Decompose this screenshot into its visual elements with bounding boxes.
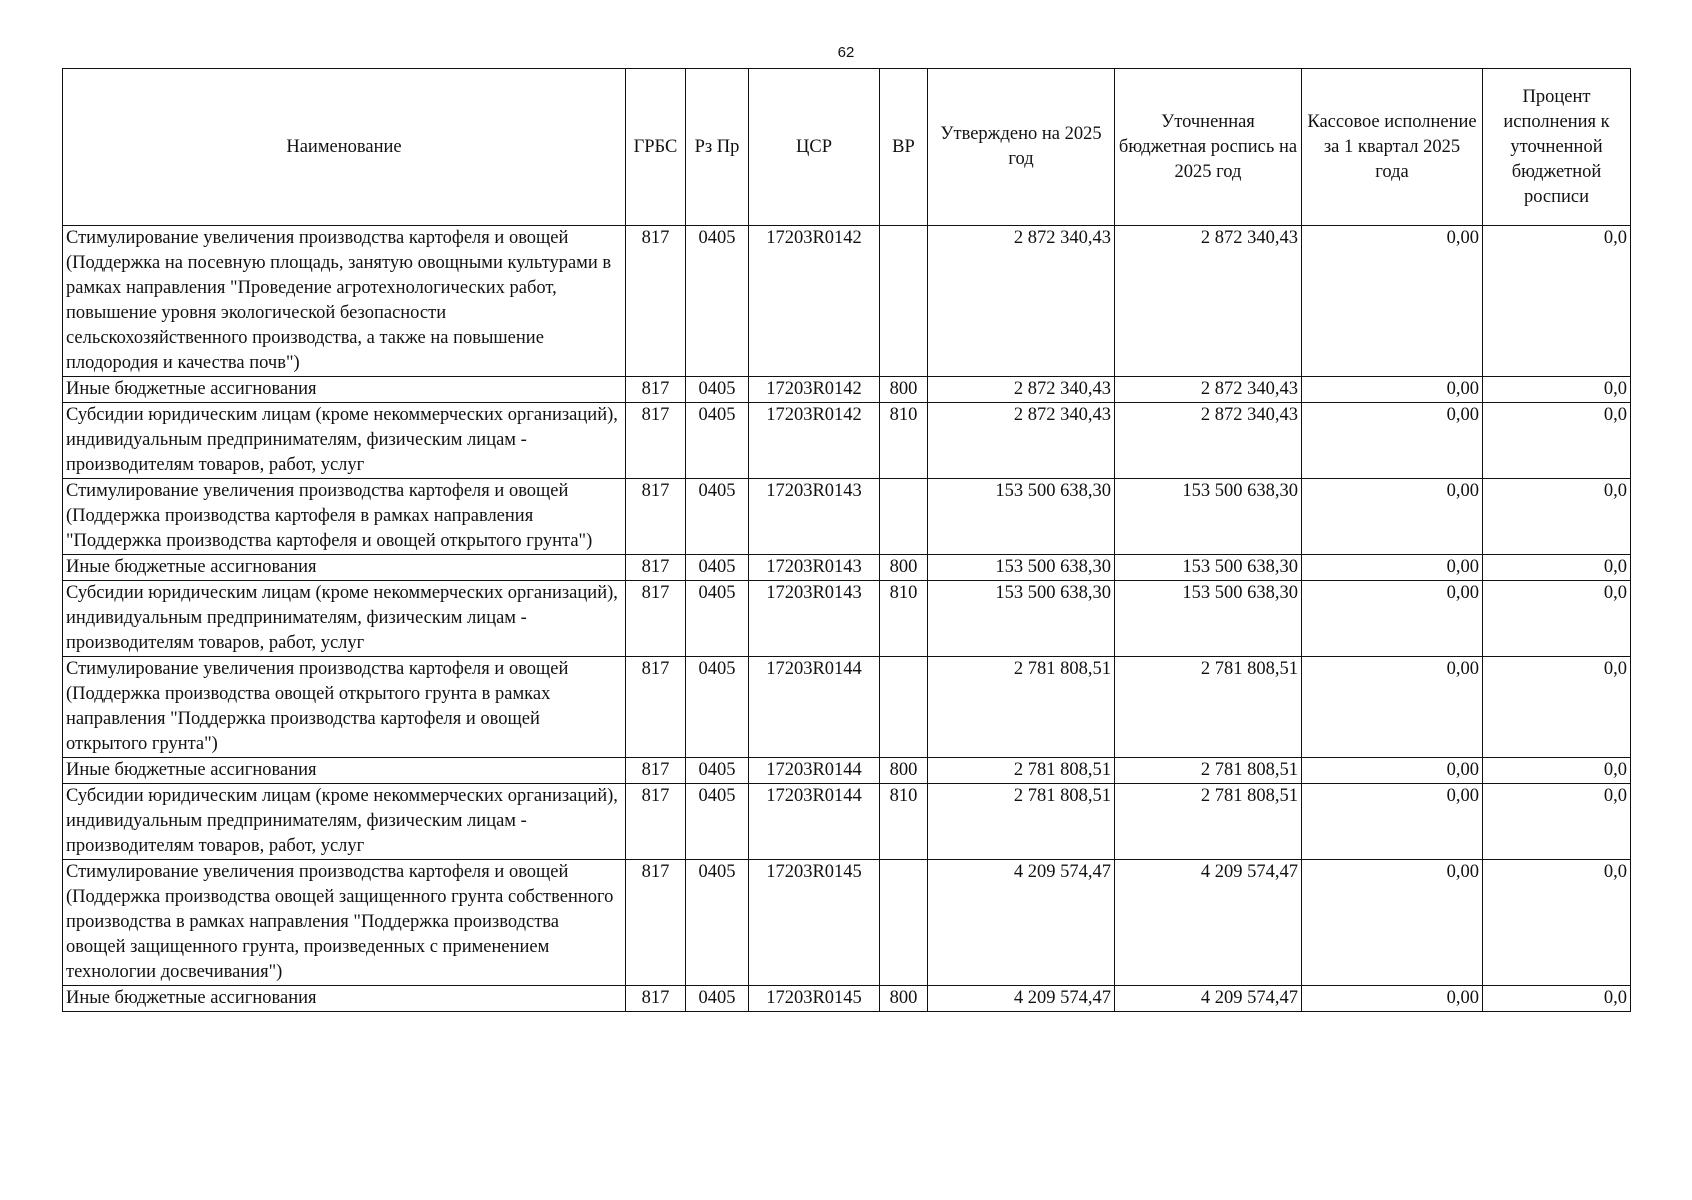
cell-vr: 810 (880, 784, 928, 860)
cell-cash: 0,00 (1302, 581, 1483, 657)
cell-percent: 0,0 (1483, 784, 1631, 860)
cell-approved: 2 872 340,43 (928, 403, 1115, 479)
cell-grbs: 817 (626, 226, 686, 377)
cell-vr: 810 (880, 581, 928, 657)
header-percent: Процент исполнения к уточненной бюджетной росписи (1483, 69, 1631, 226)
cell-rzpr: 0405 (686, 581, 749, 657)
cell-cash: 0,00 (1302, 226, 1483, 377)
cell-cash: 0,00 (1302, 403, 1483, 479)
cell-percent: 0,0 (1483, 226, 1631, 377)
cell-approved: 153 500 638,30 (928, 581, 1115, 657)
cell-grbs: 817 (626, 986, 686, 1012)
cell-csr: 17203R0144 (749, 657, 880, 758)
cell-refined: 4 209 574,47 (1115, 860, 1302, 986)
cell-approved: 2 872 340,43 (928, 226, 1115, 377)
table-row (63, 377, 1631, 403)
cell-percent: 0,0 (1483, 860, 1631, 986)
cell-grbs: 817 (626, 555, 686, 581)
header-grbs: ГРБС (626, 69, 686, 226)
cell-percent: 0,0 (1483, 377, 1631, 403)
header-csr: ЦСР (749, 69, 880, 226)
cell-grbs: 817 (626, 377, 686, 403)
cell-rzpr: 0405 (686, 403, 749, 479)
cell-refined: 2 872 340,43 (1115, 377, 1302, 403)
cell-grbs: 817 (626, 784, 686, 860)
cell-name: Иные бюджетные ассигнования (63, 377, 626, 403)
cell-name: Стимулирование увеличения производства картофеля и овощей (Поддержка производства овощей защищенного грунта собственного производства в рамках направления "Поддержка производства овощей защищенного грунта, произведенных с применением технологии досвечивания") (63, 860, 626, 986)
cell-vr (880, 479, 928, 555)
cell-rzpr: 0405 (686, 479, 749, 555)
cell-name: Иные бюджетные ассигнования (63, 555, 626, 581)
cell-vr: 800 (880, 377, 928, 403)
cell-grbs: 817 (626, 758, 686, 784)
table-row (63, 226, 1631, 377)
cell-csr: 17203R0145 (749, 986, 880, 1012)
table-row (63, 657, 1631, 758)
table-row (63, 479, 1631, 555)
cell-refined: 2 781 808,51 (1115, 657, 1302, 758)
cell-refined: 153 500 638,30 (1115, 555, 1302, 581)
cell-grbs: 817 (626, 581, 686, 657)
cell-vr: 800 (880, 986, 928, 1012)
cell-grbs: 817 (626, 860, 686, 986)
cell-percent: 0,0 (1483, 555, 1631, 581)
cell-rzpr: 0405 (686, 986, 749, 1012)
cell-refined: 2 872 340,43 (1115, 403, 1302, 479)
cell-vr (880, 226, 928, 377)
cell-cash: 0,00 (1302, 555, 1483, 581)
cell-approved: 2 872 340,43 (928, 377, 1115, 403)
cell-name: Иные бюджетные ассигнования (63, 986, 626, 1012)
cell-cash: 0,00 (1302, 479, 1483, 555)
table-row (63, 403, 1631, 479)
cell-grbs: 817 (626, 403, 686, 479)
page-number: 62 (837, 44, 855, 61)
cell-cash: 0,00 (1302, 986, 1483, 1012)
budget-table (62, 68, 1631, 1012)
cell-approved: 2 781 808,51 (928, 784, 1115, 860)
table-row (63, 986, 1631, 1012)
header-rzpr: Рз Пр (686, 69, 749, 226)
cell-percent: 0,0 (1483, 479, 1631, 555)
header-cash: Кассовое исполнение за 1 квартал 2025 года (1302, 69, 1483, 226)
cell-csr: 17203R0142 (749, 226, 880, 377)
cell-approved: 2 781 808,51 (928, 657, 1115, 758)
cell-vr (880, 657, 928, 758)
cell-percent: 0,0 (1483, 986, 1631, 1012)
table-header-row (63, 69, 1631, 226)
cell-csr: 17203R0143 (749, 581, 880, 657)
cell-vr: 800 (880, 555, 928, 581)
cell-vr: 810 (880, 403, 928, 479)
cell-refined: 153 500 638,30 (1115, 479, 1302, 555)
cell-rzpr: 0405 (686, 784, 749, 860)
cell-rzpr: 0405 (686, 226, 749, 377)
cell-cash: 0,00 (1302, 784, 1483, 860)
cell-refined: 2 781 808,51 (1115, 758, 1302, 784)
cell-percent: 0,0 (1483, 581, 1631, 657)
cell-rzpr: 0405 (686, 657, 749, 758)
cell-cash: 0,00 (1302, 377, 1483, 403)
header-approved: Утверждено на 2025 год (928, 69, 1115, 226)
header-refined: Уточненная бюджетная роспись на 2025 год (1115, 69, 1302, 226)
cell-grbs: 817 (626, 479, 686, 555)
table-row (63, 555, 1631, 581)
cell-approved: 153 500 638,30 (928, 555, 1115, 581)
header-vr: ВР (880, 69, 928, 226)
cell-rzpr: 0405 (686, 860, 749, 986)
cell-refined: 2 781 808,51 (1115, 784, 1302, 860)
cell-name: Субсидии юридическим лицам (кроме некоммерческих организаций), индивидуальным предпринимателям, физическим лицам - производителям товаров, работ, услуг (63, 784, 626, 860)
header-name: Наименование (63, 69, 626, 226)
cell-refined: 2 872 340,43 (1115, 226, 1302, 377)
cell-percent: 0,0 (1483, 403, 1631, 479)
table-row (63, 758, 1631, 784)
cell-csr: 17203R0142 (749, 403, 880, 479)
table-body (63, 226, 1631, 1012)
cell-refined: 4 209 574,47 (1115, 986, 1302, 1012)
cell-rzpr: 0405 (686, 555, 749, 581)
cell-refined: 153 500 638,30 (1115, 581, 1302, 657)
cell-name: Стимулирование увеличения производства картофеля и овощей (Поддержка производства овощей открытого грунта в рамках направления "Поддержка производства картофеля и овощей открытого грунта") (63, 657, 626, 758)
cell-approved: 4 209 574,47 (928, 986, 1115, 1012)
cell-cash: 0,00 (1302, 657, 1483, 758)
cell-vr (880, 860, 928, 986)
cell-csr: 17203R0144 (749, 758, 880, 784)
cell-cash: 0,00 (1302, 860, 1483, 986)
table-row (63, 581, 1631, 657)
cell-csr: 17203R0143 (749, 479, 880, 555)
cell-approved: 2 781 808,51 (928, 758, 1115, 784)
cell-name: Субсидии юридическим лицам (кроме некоммерческих организаций), индивидуальным предпринимателям, физическим лицам - производителям товаров, работ, услуг (63, 581, 626, 657)
table-row (63, 860, 1631, 986)
cell-vr: 800 (880, 758, 928, 784)
cell-csr: 17203R0144 (749, 784, 880, 860)
cell-name: Стимулирование увеличения производства картофеля и овощей (Поддержка на посевную площадь, занятую овощными культурами в рамках направления "Проведение агротехнологических работ, повышение уровня экологической безопасности сельскохозяйственного производства, а также на повышение плодородия и качества почв") (63, 226, 626, 377)
cell-csr: 17203R0142 (749, 377, 880, 403)
cell-rzpr: 0405 (686, 758, 749, 784)
cell-name: Иные бюджетные ассигнования (63, 758, 626, 784)
cell-cash: 0,00 (1302, 758, 1483, 784)
cell-percent: 0,0 (1483, 758, 1631, 784)
table-row (63, 784, 1631, 860)
cell-name: Стимулирование увеличения производства картофеля и овощей (Поддержка производства картофеля в рамках направления "Поддержка производства картофеля и овощей открытого грунта") (63, 479, 626, 555)
cell-rzpr: 0405 (686, 377, 749, 403)
cell-name: Субсидии юридическим лицам (кроме некоммерческих организаций), индивидуальным предпринимателям, физическим лицам - производителям товаров, работ, услуг (63, 403, 626, 479)
cell-percent: 0,0 (1483, 657, 1631, 758)
cell-approved: 4 209 574,47 (928, 860, 1115, 986)
cell-csr: 17203R0143 (749, 555, 880, 581)
cell-grbs: 817 (626, 657, 686, 758)
cell-csr: 17203R0145 (749, 860, 880, 986)
cell-approved: 153 500 638,30 (928, 479, 1115, 555)
